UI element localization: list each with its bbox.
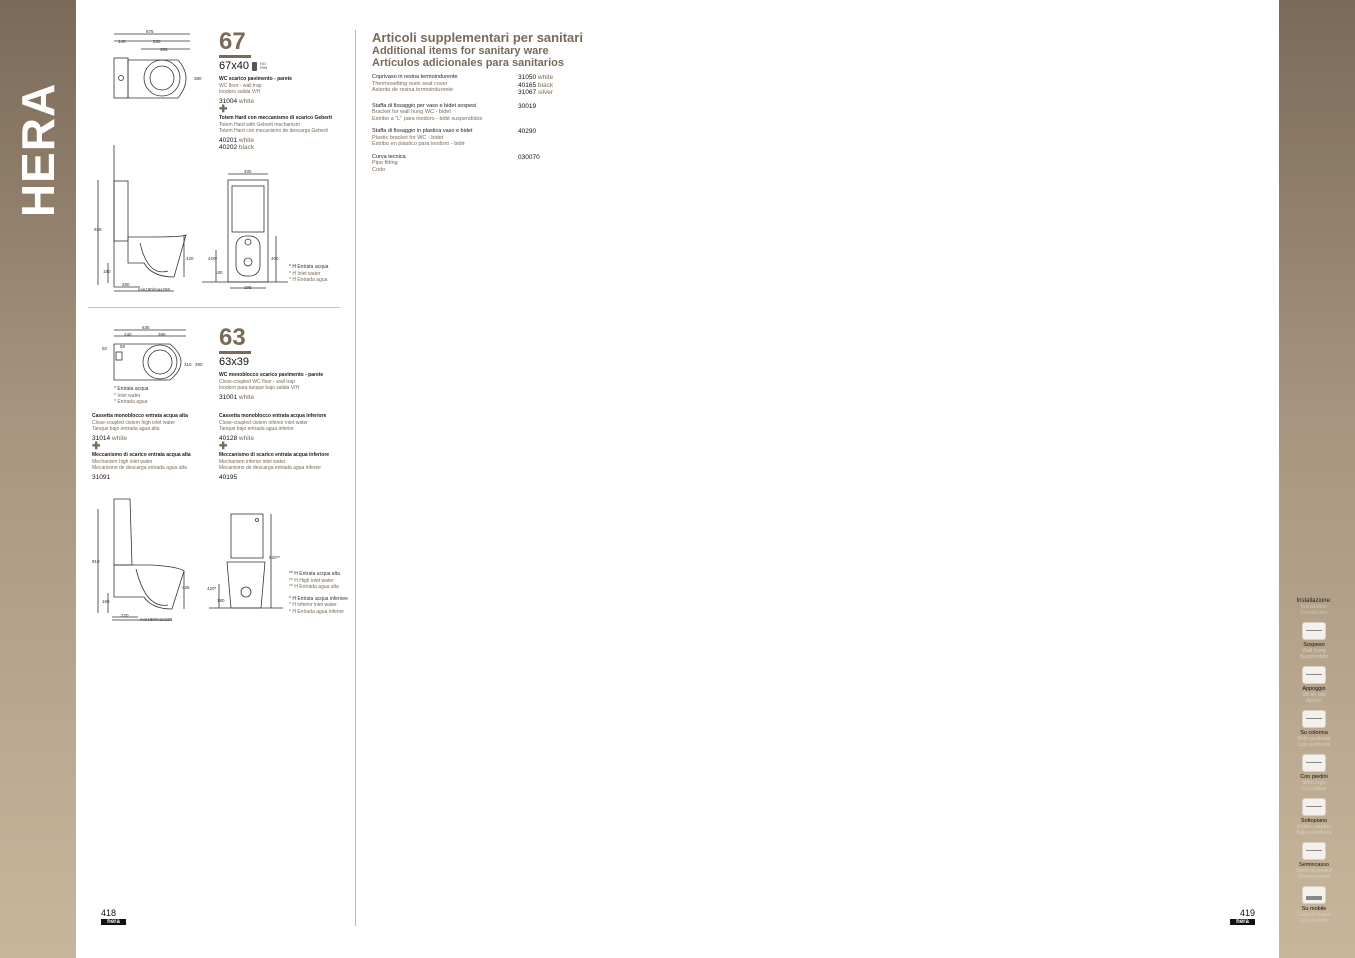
svg-text:420*: 420* xyxy=(208,256,218,261)
cistern-low-en: Close-coupled cistern inferior inlet water xyxy=(219,419,308,426)
note-high-en: ** H High inlet water xyxy=(289,577,334,584)
installation-head-it: Installazione: xyxy=(1296,598,1332,604)
installation-l1: Semincasso xyxy=(1299,862,1329,868)
svg-text:58: 58 xyxy=(120,344,126,349)
item63-side-view-drawing xyxy=(92,497,192,627)
accessory-code: 40290 xyxy=(518,128,537,135)
accessory-en: Pipe fitting xyxy=(372,160,398,166)
item67-totem-es: Totem Hard con mecanismo de descarga Geberit xyxy=(219,128,328,134)
page-no: 419 xyxy=(1239,908,1255,918)
svg-text:180: 180 xyxy=(102,599,110,604)
mech-low-it: Meccanismo di scarico entrata acqua inferiore xyxy=(219,452,330,458)
item67-top-view-drawing xyxy=(108,30,208,102)
installation-item xyxy=(1283,666,1345,704)
accessory-item xyxy=(372,154,672,174)
accessory-code: 30019 xyxy=(518,102,537,110)
page-tag: hera xyxy=(101,919,126,925)
accessory-item xyxy=(372,128,672,148)
plus-icon: ✚ xyxy=(219,104,228,115)
item67-norim-label: NO RIM xyxy=(259,61,268,70)
installation-l2: Sit on top xyxy=(1302,692,1326,698)
svg-text:180: 180 xyxy=(215,270,223,275)
mech-low-code: 40195 xyxy=(219,473,238,481)
accessory-item xyxy=(372,74,672,97)
installation-head-es: Instalación xyxy=(1300,610,1328,616)
section-divider xyxy=(88,307,340,308)
accessory-it: Staffa di fissaggio per vaso e bidet sospesi xyxy=(372,102,477,109)
accessory-en: Plastic bracket for WC - bidet xyxy=(372,134,444,141)
installation-item xyxy=(1283,622,1345,660)
installation-item xyxy=(1283,798,1345,836)
item67-desc-it: WC scarico pavimento - parete xyxy=(219,76,293,82)
item63-number-bar xyxy=(219,351,251,354)
page-no: 418 xyxy=(101,908,117,918)
installation-l3: Apoyo xyxy=(1306,698,1322,704)
accessory-it: Coprivaso in resina termoindurente xyxy=(372,74,458,80)
svg-text:395: 395 xyxy=(158,332,166,337)
svg-text:675: 675 xyxy=(146,29,154,34)
item67-desc-en: WC floor - wall trap xyxy=(219,82,262,89)
mech-low-es: Mecanismo de descarga entrada agua inferior xyxy=(219,465,322,471)
accessory-item xyxy=(372,103,672,123)
brand-vertical-title: HERA xyxy=(12,82,64,218)
item63-desc-es: Inodoro para tanque bajo salida V/H xyxy=(219,385,300,391)
svg-text:420: 420 xyxy=(186,256,194,261)
svg-text:910: 910 xyxy=(92,559,100,564)
accessory-es: Codo xyxy=(372,166,386,173)
installation-l2: Semi recessed xyxy=(1295,868,1333,874)
item67-totem-code-white: 40201 white xyxy=(219,136,255,144)
page-number-left xyxy=(101,908,126,925)
item63-top-notes xyxy=(114,386,148,406)
accessories-title-es: Artículos adicionales para sanitarios xyxy=(372,57,564,69)
note-es: * H Entrada agua xyxy=(289,277,328,283)
svg-text:min180/max265: min180/max265 xyxy=(138,287,171,292)
installation-icon xyxy=(1302,798,1326,816)
accessories-title-it: Articoli supplementari per sanitari xyxy=(372,30,583,45)
accessory-en: Bracket for wall hung WC - bidet xyxy=(372,109,451,115)
svg-text:420*: 420* xyxy=(207,586,217,591)
cistern-high-block xyxy=(92,413,217,481)
item67-info xyxy=(219,30,349,152)
note-low-es: * H Entrada agua inferior xyxy=(289,608,345,615)
accessories-list xyxy=(372,74,672,173)
item63-front-view-drawing xyxy=(205,512,285,612)
svg-text:380: 380 xyxy=(194,76,202,81)
note-it: * H Entrata acqua xyxy=(289,264,329,270)
mech-high-en: Mechanism high inlet water xyxy=(92,458,153,465)
accessory-code: 31050 white xyxy=(518,74,554,81)
mech-high-code: 31091 xyxy=(92,473,111,481)
installation-l2: Under counter xyxy=(1296,824,1332,830)
accessory-it: Staffa di fissaggio in plastica vaso e bidet xyxy=(372,128,473,134)
item63-desc-en: Close-coupled WC floor - wall trap xyxy=(219,378,295,385)
cistern-low-it: Cassetta monoblocco entrata acqua inferiore xyxy=(219,413,327,419)
installation-item xyxy=(1283,886,1345,924)
cistern-low-block xyxy=(219,413,349,481)
accessory-es: Estribo a "L" para inodoro - bidé suspendidos xyxy=(372,115,483,122)
accessory-it: Curva tecnica xyxy=(372,153,406,160)
cistern-high-en: Close-coupled cistern high inlet water xyxy=(92,419,176,426)
note-en: * H Inlet water xyxy=(289,270,321,277)
accessory-es: Estribo en plástico para inodoro - bidé xyxy=(372,141,465,147)
installation-l2: Cabinet basin xyxy=(1297,912,1331,918)
installation-icon xyxy=(1302,622,1326,640)
cistern-low-es: Tanque bajo entrada agua inferior xyxy=(219,426,294,432)
installation-head-en: Installation xyxy=(1300,604,1328,610)
cistern-low-code: 40128 white xyxy=(219,434,255,442)
svg-text:400: 400 xyxy=(271,256,279,261)
item67-totem-code-black: 40202 black xyxy=(219,144,255,151)
item67-number: 67 xyxy=(219,28,246,55)
installation-l3: Suspendido xyxy=(1299,654,1329,660)
item63-inlet-notes xyxy=(289,571,348,615)
note-low-en: * H inferior inlet water xyxy=(289,602,337,608)
note-es: * Entrada agua xyxy=(114,399,148,405)
installation-l3: Con pedestal xyxy=(1297,742,1331,748)
note-high-it: ** H Entrata acqua alta xyxy=(289,571,340,577)
item67-inlet-notes xyxy=(289,264,328,284)
mech-low-en: Mechanism inferior inlet water xyxy=(219,458,286,465)
column-divider xyxy=(355,30,356,926)
installation-item xyxy=(1283,754,1345,792)
installation-l2: Wall hung xyxy=(1301,648,1327,654)
svg-text:530: 530 xyxy=(153,39,161,44)
page-number-right xyxy=(1230,908,1255,925)
item67-front-view-drawing xyxy=(200,170,290,290)
svg-text:195: 195 xyxy=(244,285,252,290)
accessory-en: Thermosetting resin seat cover xyxy=(372,80,448,87)
accessory-code: 31067 silver xyxy=(518,89,554,96)
item67-desc-es: Inodoro salida V/H xyxy=(219,89,261,95)
item63-code-row: 31001 white xyxy=(219,393,255,401)
svg-text:310: 310 xyxy=(184,362,192,367)
installation-l3: Bajo encimera xyxy=(1296,830,1332,836)
installation-l1: Sospeso xyxy=(1303,642,1325,648)
svg-text:240: 240 xyxy=(124,332,132,337)
page-tag: hera xyxy=(1230,919,1255,925)
cistern-high-it: Cassetta monoblocco entrata acqua alta xyxy=(92,413,188,419)
svg-text:820**: 820** xyxy=(269,555,281,560)
svg-text:635: 635 xyxy=(142,325,150,330)
installation-l1: Con piedini xyxy=(1300,774,1328,780)
svg-text:390: 390 xyxy=(195,362,203,367)
installation-l3: Con mueble xyxy=(1299,918,1329,924)
item63-number: 63 xyxy=(219,324,246,351)
installation-list xyxy=(1283,622,1345,924)
installation-l1: Sottopiano xyxy=(1300,818,1328,824)
installation-l1: Appoggio xyxy=(1302,686,1326,692)
svg-text:50: 50 xyxy=(102,346,108,351)
accessories-title-en: Additional items for sanitary ware xyxy=(372,45,549,57)
installation-l3: Semiencastre xyxy=(1297,874,1331,880)
installation-item xyxy=(1283,842,1345,880)
installation-l2: With pedestal xyxy=(1297,736,1331,742)
svg-text:180: 180 xyxy=(103,269,111,274)
svg-text:928: 928 xyxy=(94,227,102,232)
item63-dimensions: 63x39 xyxy=(219,356,249,368)
installation-l3: Con patas xyxy=(1301,786,1327,792)
svg-text:min180/max220: min180/max220 xyxy=(140,617,173,622)
plus-icon: ✚ xyxy=(219,441,228,452)
accessory-code: 40165 black xyxy=(518,81,554,89)
svg-text:380: 380 xyxy=(160,47,168,52)
installation-icon xyxy=(1302,754,1326,772)
svg-text:140: 140 xyxy=(118,39,126,44)
installation-icon xyxy=(1302,666,1326,684)
mech-high-it: Meccanismo di scarico entrata acqua alta xyxy=(92,452,191,458)
installation-icon xyxy=(1302,886,1326,904)
note-low-it: * H Entrata acqua inferiore xyxy=(289,595,348,602)
installation-item xyxy=(1283,710,1345,748)
mech-high-es: Mecanismo de descarga entrada agua alta xyxy=(92,465,187,471)
svg-text:260: 260 xyxy=(122,282,130,287)
item67-dimensions: 67x40 xyxy=(219,60,249,72)
note-it: * Entrata acqua xyxy=(114,386,149,392)
item67-side-view-drawing xyxy=(92,145,192,295)
installation-icon xyxy=(1302,710,1326,728)
item67-number-bar xyxy=(219,55,251,58)
installation-l1: Su mobile xyxy=(1301,906,1327,912)
installation-legend xyxy=(1283,598,1345,924)
note-high-es: ** H Entrada agua alta xyxy=(289,584,339,590)
svg-text:400: 400 xyxy=(244,169,252,174)
installation-l1: Su colonna xyxy=(1300,730,1328,736)
accessory-code: 030070 xyxy=(518,153,540,161)
accessories-section xyxy=(372,30,672,179)
item67-code-row: 31004 white xyxy=(219,97,255,105)
plus-icon: ✚ xyxy=(92,441,101,452)
item63-info xyxy=(219,326,349,401)
item67-totem-en: Totem Hard with Geberit mechanism xyxy=(219,121,300,128)
svg-text:425: 425 xyxy=(182,585,190,590)
installation-icon xyxy=(1302,842,1326,860)
svg-text:220: 220 xyxy=(121,613,129,618)
cistern-high-es: Tanque bajo entrada agua alta xyxy=(92,426,160,432)
svg-text:180: 180 xyxy=(217,598,225,603)
no-rim-icon xyxy=(252,62,257,71)
item63-top-view-drawing xyxy=(100,326,210,386)
accessory-es: Asiento de resina termoindurente xyxy=(372,87,454,93)
item63-desc-it: WC monoblocco scarico pavimento - parete xyxy=(219,372,324,378)
cistern-high-code: 31014 white xyxy=(92,434,128,442)
item67-totem-it: Totem Hard con meccanismo di scarico Geberit xyxy=(219,115,332,121)
installation-l2: With legs xyxy=(1302,780,1326,786)
note-en: * Inlet water xyxy=(114,392,141,399)
